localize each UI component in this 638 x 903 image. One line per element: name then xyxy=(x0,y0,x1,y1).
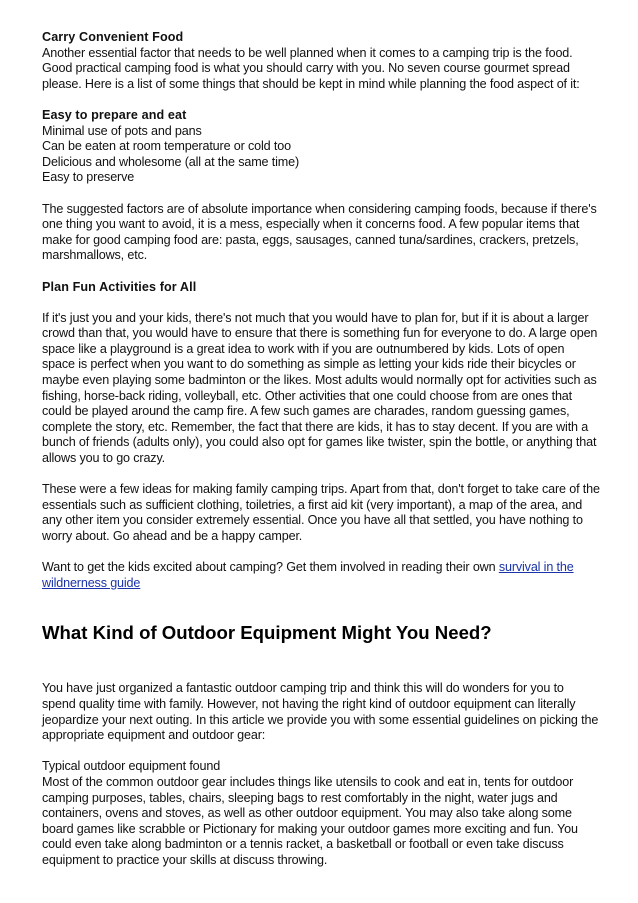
survival-guide-link[interactable]: survival in the wildnerness guide xyxy=(42,560,574,590)
kids-cta-text: Want to get the kids excited about camping? Get them involved in reading their own xyxy=(42,560,499,575)
equipment-subheading: Typical outdoor equipment found xyxy=(42,759,221,774)
easy-list-item: Delicious and wholesome (all at the same time) xyxy=(42,154,299,169)
food-section-heading: Carry Convenient Food xyxy=(42,30,184,44)
equipment-intro-paragraph: You have just organized a fantastic outdoor camping trip and think this will do wonders for you to spend quality time with family. However, not having the right kind of outdoor equipment can literally jeopardize your next outing. In this article we provide you with some essential guidelines on picking the appropriate equipment and outdoor gear: xyxy=(42,681,599,743)
easy-section-heading: Easy to prepare and eat xyxy=(42,107,187,122)
activities-paragraph: If it's just you and your kids, there's not much that you would have to plan for, but if it is about a larger crowd than that, you would have to ensure that there is something fun for everyone to do. A large open space like a playground is a great idea to work with if you are outnumbered by kids. Lots of open space is perfect when you want to do something as simple as letting your kids ride their bicycles or maybe even playing some badminton or the likes. Most adults would normally opt for activities such as fishing, horse-back riding, volleyball, etc. Other activities that one could choose from are ones that could be played around the camp fire. A few such games are charades, random guessing games, complete the story, etc. Remember, the fact that there are kids, it has to stay decent. If you are with a bunch of friends (adults only), you could also opt for games like twister, spin the bottle, or anything that allows you to go crazy. xyxy=(42,310,598,466)
document-page xyxy=(42,30,600,869)
easy-list-item: Minimal use of pots and pans xyxy=(42,123,202,138)
equipment-section-title: What Kind of Outdoor Equipment Might You Need? xyxy=(42,622,492,644)
kids-cta-paragraph xyxy=(42,560,600,591)
easy-list xyxy=(42,124,600,186)
activities-section-heading: Plan Fun Activities for All xyxy=(42,279,197,294)
food-section-intro: Another essential factor that needs to be well planned when it comes to a camping trip is the food. Good practical camping food is what you should carry with you. No seven course gourmet spread please. Here is a list of some things that should be kept in mind while planning the food aspect of it: xyxy=(42,45,580,91)
activities-closing-paragraph: These were a few ideas for making family camping trips. Apart from that, don't forget to take care of the essentials such as sufficient clothing, toiletries, a first aid kit (very important), a map of the area, and any other item you consider extremely essential. Once you have all that settled, you have nothing to worry about. Go ahead and be a happy camper. xyxy=(42,482,600,543)
equipment-paragraph: Most of the common outdoor gear includes things like utensils to cook and eat in, tents for outdoor camping purposes, tables, chairs, sleeping bags to rest comfortably in the night, water jugs and containers, ovens and stoves, as well as other outdoor equipment. You may also take along some board games like scrabble or Pictionary for making your outdoor games more exciting and fun. You could even take along badminton or a tennis racket, a basketball or football or even take discuss equipment to practice your skills at discuss throwing. xyxy=(42,774,578,867)
easy-list-item: Easy to preserve xyxy=(42,170,135,185)
food-factors-paragraph: The suggested factors are of absolute importance when considering camping foods, because if there's one thing you want to avoid, it is a mess, especially when it concerns food. A few popular items that make for good camping food are: pasta, eggs, sausages, canned tuna/sardines, crackers, pretzels, marshmallows, etc. xyxy=(42,201,597,263)
easy-list-item: Can be eaten at room temperature or cold too xyxy=(42,139,291,154)
